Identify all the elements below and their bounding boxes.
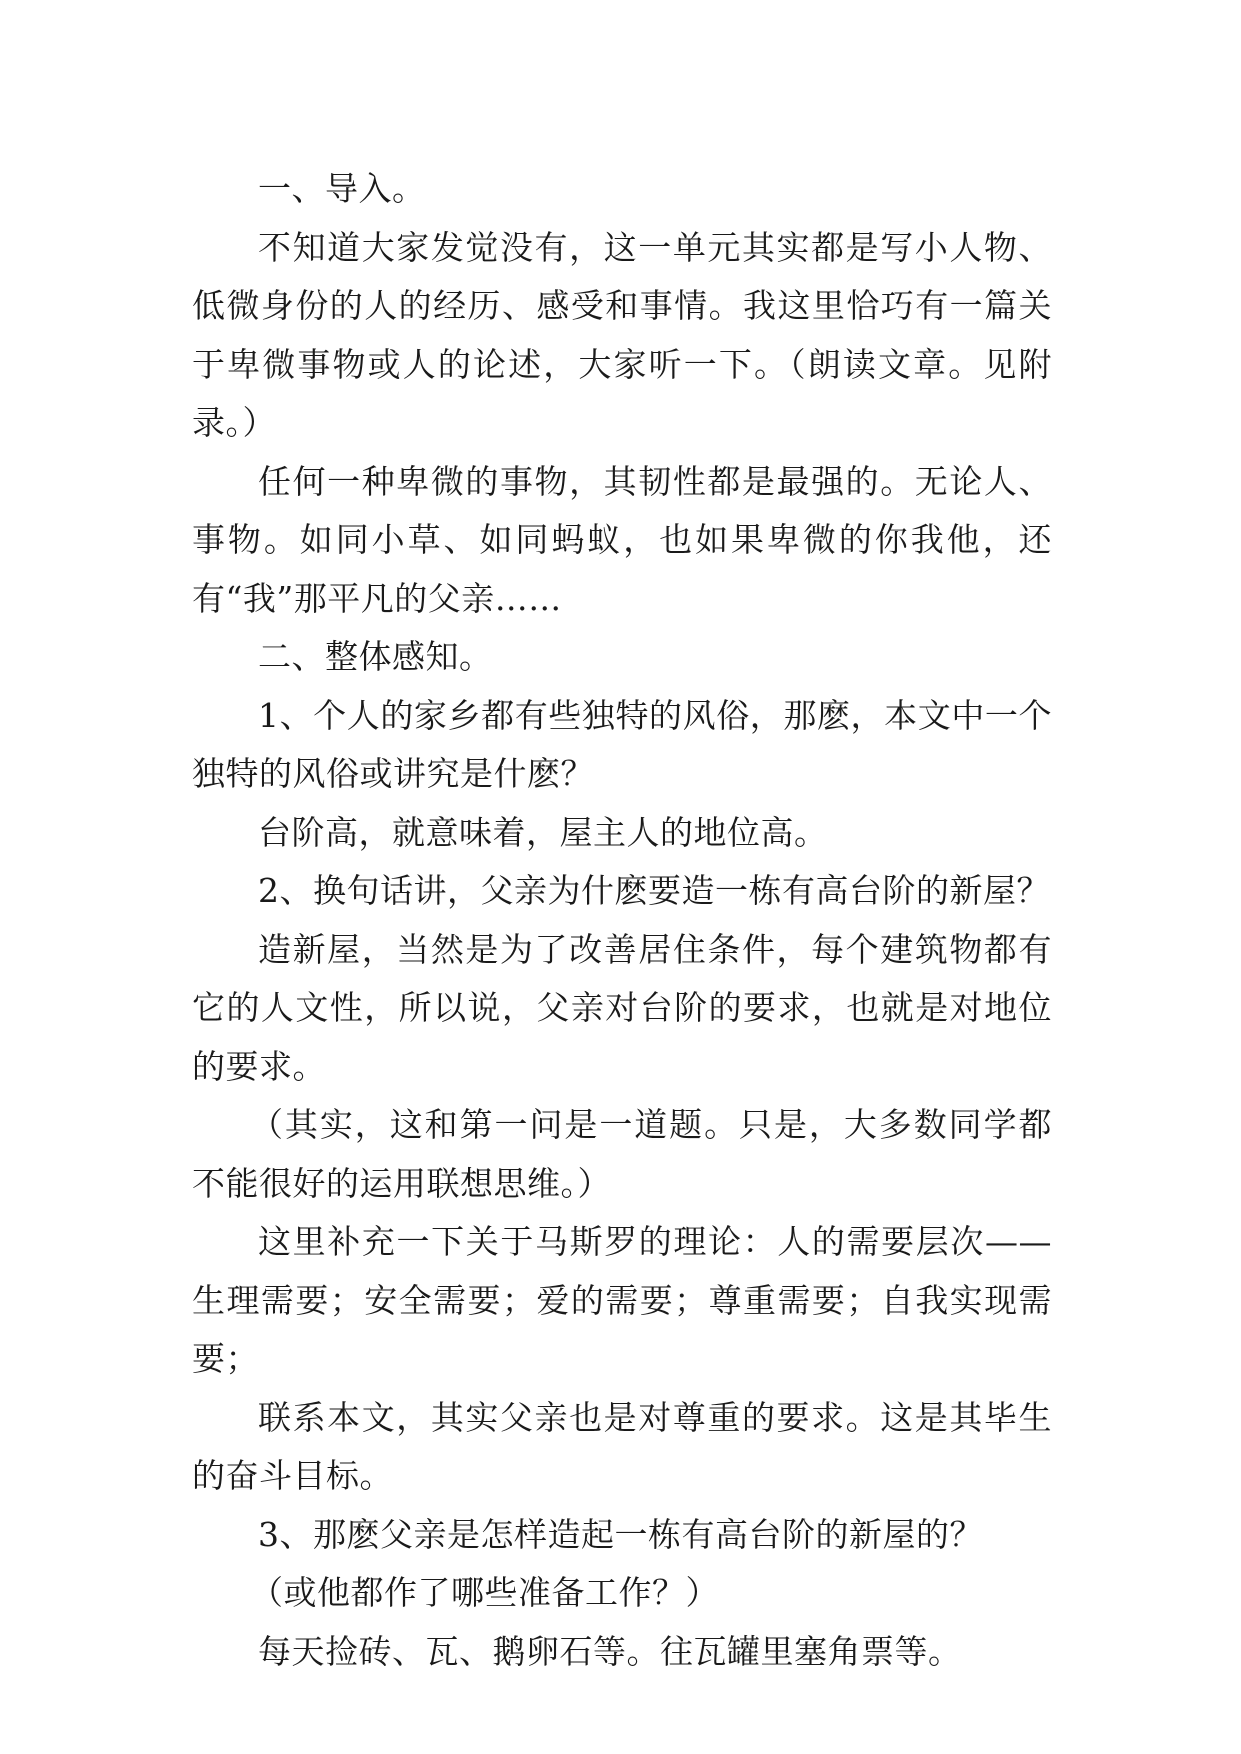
section-heading-intro: 一、导入。 (258, 169, 426, 208)
answer-3: 每天捡砖、瓦、鹅卵石等。往瓦罐里塞角票等。 (258, 1631, 962, 1671)
question-1: 1、个人的家乡都有些独特的风俗，那麽，本文中一个独特的风俗或讲究是什麽？ (192, 695, 1052, 793)
paragraph: 这里补充一下关于马斯罗的理论：人的需要层次——生理需要；安全需要；爱的需要；尊重需要；自我实现需要； (192, 1222, 1052, 1378)
paragraph: 任何一种卑微的事物，其韧性都是最强的。无论人、事物。如同小草、如同蚂蚁，也如果卑微的你我他，还有“我”那平凡的父亲…… (192, 461, 1052, 618)
document-body (192, 160, 1052, 1681)
paragraph: 不知道大家发觉没有，这一单元其实都是写小人物、低微身份的人的经历、感受和事情。我这里恰巧有一篇关于卑微事物或人的论述，大家听一下。（朗读文章。见附录。） (192, 227, 1052, 442)
note-paragraph: （其实，这和第一问是一道题。只是，大多数同学都不能很好的运用联想思维。） (192, 1105, 1052, 1203)
answer-1: 台阶高，就意味着，屋主人的地位高。 (258, 812, 828, 852)
section-heading-overview: 二、整体感知。 (258, 637, 493, 676)
answer-2: 造新屋，当然是为了改善居住条件，每个建筑物都有它的人文性，所以说，父亲对台阶的要求，也就是对地位的要求。 (192, 929, 1052, 1086)
question-2: 2、换句话讲，父亲为什麽要造一栋有高台阶的新屋？ (258, 871, 1050, 910)
question-3: 3、那麽父亲是怎样造起一栋有高台阶的新屋的？ (258, 1514, 983, 1554)
paragraph: 联系本文，其实父亲也是对尊重的要求。这是其毕生的奋斗目标。 (192, 1397, 1052, 1495)
note-paragraph: （或他都作了哪些准备工作？） (250, 1573, 719, 1612)
